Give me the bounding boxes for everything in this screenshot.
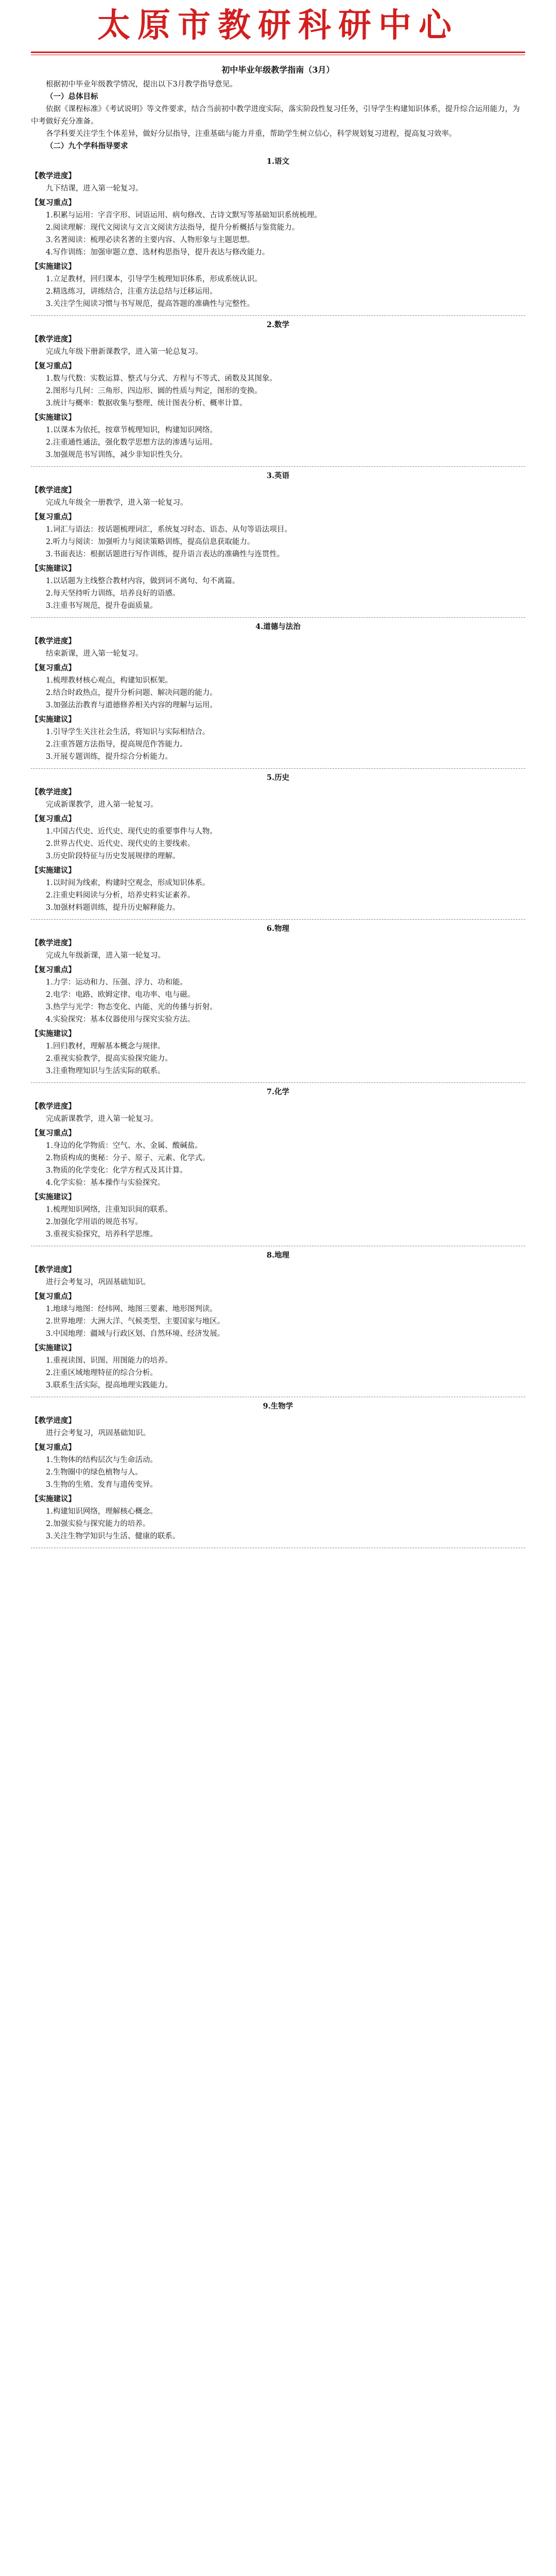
section-item: 1.以话题为主线整合教材内容，做到词不离句、句不离篇。 xyxy=(46,577,240,585)
section-heading: 【实施建议】 xyxy=(31,1193,76,1201)
section-item: 3.历史阶段特征与历史发展规律的理解。 xyxy=(46,852,180,860)
section-item: 2.结合时政热点，提升分析问题、解决问题的能力。 xyxy=(46,689,217,697)
section-item: 1.构建知识网络，理解核心概念。 xyxy=(46,1507,158,1516)
section-item: 3.注重书写规范，提升卷面质量。 xyxy=(46,602,158,610)
section-heading: 【复习重点】 xyxy=(31,965,76,974)
section-divider xyxy=(31,466,525,467)
section-item: 2.物质构成的奥秘：分子、原子、元素、化学式。 xyxy=(46,1154,210,1162)
section-item: 2.注重区域地理特征的综合分析。 xyxy=(46,1369,158,1377)
subject-title: 8.地理 xyxy=(266,1251,290,1260)
section-item: 完成新课教学，进入第一轮复习。 xyxy=(46,1115,158,1123)
section-heading: 【复习重点】 xyxy=(31,1129,76,1138)
section-item: 3.联系生活实际，提高地理实践能力。 xyxy=(46,1381,172,1389)
section-item: 完成九年级全一册教学，进入第一轮复习。 xyxy=(46,499,188,507)
section-heading: 【教学进度】 xyxy=(31,637,76,646)
section-heading: 【实施建议】 xyxy=(31,564,76,573)
section-divider xyxy=(31,919,525,920)
section-item: 1.引导学生关注社会生活，将知识与实际相结合。 xyxy=(46,728,210,736)
section-item: 完成九年级新课，进入第一轮复习。 xyxy=(46,952,165,960)
section-divider xyxy=(31,617,525,618)
section-item: 3.关注生物学知识与生活、健康的联系。 xyxy=(46,1532,180,1540)
section-item: 2.电学：电路、欧姆定律、电功率、电与磁。 xyxy=(46,991,195,999)
section-item: 3.统计与概率：数据收集与整理、统计图表分析、概率计算。 xyxy=(46,399,247,408)
subject-title: 9.生物学 xyxy=(263,1402,293,1411)
section-item: 1.回归教材，理解基本概念与规律。 xyxy=(46,1042,165,1050)
subject-title: 2.数学 xyxy=(266,320,290,329)
subject-title: 5.历史 xyxy=(266,773,290,782)
section-item: 3.书面表达：根据话题进行写作训练，提升语言表达的准确性与连贯性。 xyxy=(46,550,285,558)
section-heading: 【实施建议】 xyxy=(31,1495,76,1503)
section-item: 3.生物的生殖、发育与遗传变异。 xyxy=(46,1481,158,1489)
section-heading: 【教学进度】 xyxy=(31,172,76,180)
document-body xyxy=(31,61,525,1551)
section-heading: 【复习重点】 xyxy=(31,362,76,370)
section-item: 2.加强化学用语的规范书写。 xyxy=(46,1218,143,1226)
section-item: 2.注重史料阅读与分析，培养史料实证素养。 xyxy=(46,891,195,900)
section-item: 3.物质的化学变化：化学方程式及其计算。 xyxy=(46,1166,187,1175)
section-heading: 【教学进度】 xyxy=(31,788,76,796)
section-item: 2.每天坚持听力训练，培养良好的语感。 xyxy=(46,589,180,598)
section-item: 2.注重答题方法指导，提高规范作答能力。 xyxy=(46,740,187,749)
section-item: 1.积累与运用：字音字形、词语运用、病句修改、古诗文默写等基础知识系统梳理。 xyxy=(46,211,322,219)
section-item: 完成新课教学，进入第一轮复习。 xyxy=(46,801,158,809)
section-item: 2.加强实验与探究能力的培养。 xyxy=(46,1520,150,1528)
section-item: 3.中国地理：疆域与行政区划、自然环境、经济发展。 xyxy=(46,1330,225,1338)
section-heading: 【复习重点】 xyxy=(31,664,76,672)
section-heading: 【教学进度】 xyxy=(31,1102,76,1111)
section-item: 1.地球与地图：经纬网、地图三要素、地形图判读。 xyxy=(46,1305,217,1313)
section-item: 3.开展专题训练，提升综合分析能力。 xyxy=(46,753,172,761)
subjects-list xyxy=(31,156,525,1548)
subject-title: 6.物理 xyxy=(266,924,290,933)
section-item: 4.化学实验：基本操作与实验探究。 xyxy=(46,1179,165,1187)
section-heading: 【复习重点】 xyxy=(31,1443,76,1452)
section-heading: 【实施建议】 xyxy=(31,1344,76,1352)
section-item: 1.中国古代史、近代史、现代史的重要事件与人物。 xyxy=(46,827,217,836)
section-divider xyxy=(31,315,525,316)
section-item: 进行会考复习，巩固基础知识。 xyxy=(46,1429,150,1437)
section-item: 3.加强规范书写训练，减少非知识性失分。 xyxy=(46,451,187,459)
section-heading: 【教学进度】 xyxy=(31,335,76,344)
section-heading: 【复习重点】 xyxy=(31,1292,76,1301)
intro-paragraph: 根据初中毕业年级教学情况，提出以下3月教学指导意见。 xyxy=(46,80,237,89)
overall-paragraph: 各学科要关注学生个体差异，做好分层指导，注重基础与能力并重，帮助学生树立信心，科学规划复习进程，提高复习效率。 xyxy=(46,130,457,138)
section-item: 1.立足教材，回归课本，引导学生梳理知识体系，形成系统认识。 xyxy=(46,275,262,283)
section-item: 1.词汇与语法：按话题梳理词汇，系统复习时态、语态、从句等语法项目。 xyxy=(46,526,292,534)
section-item: 九下结课，进入第一轮复习。 xyxy=(46,184,143,193)
section-heading: 【复习重点】 xyxy=(31,198,76,207)
section-item: 2.图形与几何：三角形、四边形、圆的性质与判定，图形的变换。 xyxy=(46,387,262,395)
section-item: 1.生物体的结构层次与生命活动。 xyxy=(46,1456,158,1464)
section-item: 结束新课，进入第一轮复习。 xyxy=(46,650,143,658)
section-heading: 【实施建议】 xyxy=(31,715,76,724)
document-header: 太原市教研科研中心 xyxy=(97,6,459,45)
section-heading: 【教学进度】 xyxy=(31,939,76,947)
section-heading: 【实施建议】 xyxy=(31,262,76,271)
section-heading: 【复习重点】 xyxy=(31,513,76,521)
section-item: 3.名著阅读：梳理必读名著的主要内容、人物形象与主题思想。 xyxy=(46,236,255,244)
header-rule-thick xyxy=(31,52,525,53)
section-divider xyxy=(31,768,525,769)
section-item: 1.梳理教材核心观点，构建知识框架。 xyxy=(46,676,172,685)
section-item: 2.听力与阅读：加强听力与阅读策略训练，提高信息获取能力。 xyxy=(46,538,255,546)
section-heading: 【教学进度】 xyxy=(31,1416,76,1425)
section-heading: 【实施建议】 xyxy=(31,413,76,422)
section-heading: 【实施建议】 xyxy=(31,1029,76,1038)
section-item: 2.世界地理：大洲大洋、气候类型、主要国家与地区。 xyxy=(46,1317,225,1326)
section-item: 1.以课本为依托，按章节梳理知识，构建知识网络。 xyxy=(46,426,217,434)
section-heading: 【教学进度】 xyxy=(31,486,76,495)
overall-heading: （一）总体目标 xyxy=(46,92,98,101)
section-item: 3.关注学生阅读习惯与书写规范，提高答题的准确性与完整性。 xyxy=(46,300,255,308)
section-divider xyxy=(31,1082,525,1083)
section-item: 1.力学：运动和力、压强、浮力、功和能。 xyxy=(46,978,187,987)
section-item: 4.写作训练：加强审题立意、选材构思指导，提升表达与修改能力。 xyxy=(46,248,270,257)
doc-title: 初中毕业年级教学指南（3月） xyxy=(221,65,335,75)
section-item: 2.生物圈中的绿色植物与人。 xyxy=(46,1468,143,1477)
section-item: 2.精选练习，讲练结合，注重方法总结与迁移运用。 xyxy=(46,287,217,296)
section-item: 2.阅读理解：现代文阅读与文言文阅读方法指导，提升分析概括与鉴赏能力。 xyxy=(46,224,300,232)
section-item: 2.注重通性通法，强化数学思想方法的渗透与运用。 xyxy=(46,438,217,447)
subject-title: 1.语文 xyxy=(266,157,290,166)
section-heading: 【实施建议】 xyxy=(31,866,76,875)
section-item: 3.重视实验探究，培养科学思维。 xyxy=(46,1230,158,1239)
section-item: 1.以时间为线索，构建时空观念，形成知识体系。 xyxy=(46,879,210,887)
section-item: 1.梳理知识网络，注重知识间的联系。 xyxy=(46,1206,172,1214)
section-item: 3.注重物理知识与生活实际的联系。 xyxy=(46,1067,165,1075)
subject-heading: （二）九个学科指导要求 xyxy=(46,142,128,150)
section-item: 进行会考复习，巩固基础知识。 xyxy=(46,1278,150,1286)
section-item: 1.重视读图、识图、用图能力的培养。 xyxy=(46,1357,172,1365)
subject-title: 3.英语 xyxy=(266,471,290,480)
section-heading: 【复习重点】 xyxy=(31,815,76,823)
subject-title: 4.道德与法治 xyxy=(255,622,301,631)
section-item: 4.实验探究：基本仪器使用与探究实验方法。 xyxy=(46,1015,195,1024)
subject-title: 7.化学 xyxy=(266,1088,290,1096)
section-item: 1.身边的化学物质：空气、水、金属、酸碱盐。 xyxy=(46,1142,202,1150)
section-item: 2.世界古代史、近代史、现代史的主要线索。 xyxy=(46,840,195,848)
section-item: 3.加强法治教育与道德修养相关内容的理解与运用。 xyxy=(46,701,217,709)
section-item: 完成九年级下册新课教学，进入第一轮总复习。 xyxy=(46,348,203,356)
section-heading: 【教学进度】 xyxy=(31,1265,76,1274)
section-item: 3.热学与光学：物态变化、内能、光的传播与折射。 xyxy=(46,1003,217,1011)
section-item: 1.数与代数：实数运算、整式与分式、方程与不等式、函数及其图象。 xyxy=(46,375,277,383)
section-item: 3.加强材料题训练，提升历史解释能力。 xyxy=(46,904,180,912)
section-item: 2.重视实验教学，提高实验探究能力。 xyxy=(46,1055,172,1063)
overall-paragraph: 依据《课程标准》《考试说明》等文件要求，结合当前初中教学进度实际，落实阶段性复习任务，引导学生构建知识体系，提升综合运用能力，为中考做好充分准备。 xyxy=(31,105,520,126)
